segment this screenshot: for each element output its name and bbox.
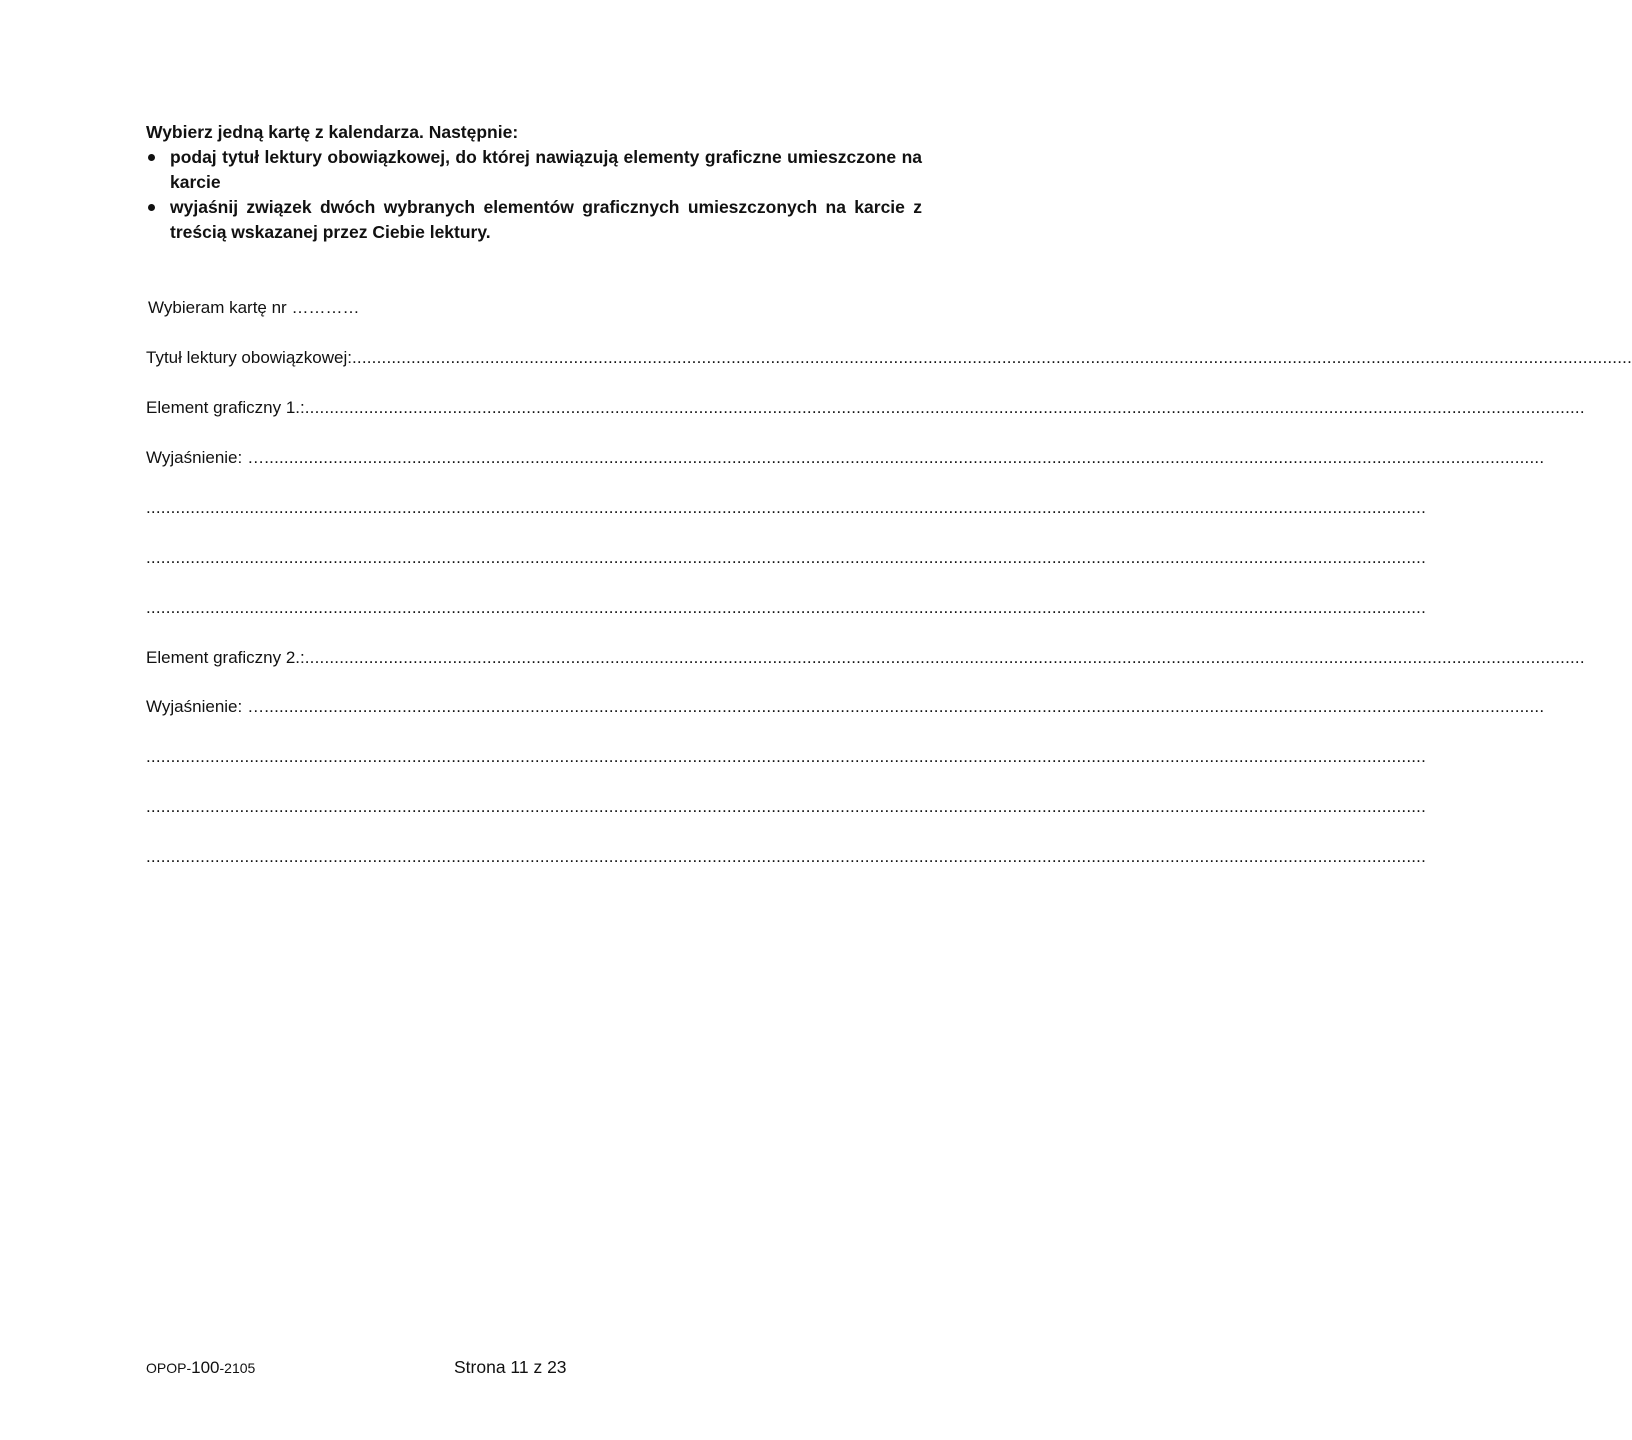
exam-code-prefix: OPOP-: [146, 1360, 192, 1376]
explanation2-answer-line[interactable]: [146, 695, 1545, 717]
page-number: Strona 11 z 23: [454, 1357, 567, 1377]
element2-label: Element graficzny 2.:: [146, 648, 305, 667]
title-label: Tytuł lektury obowiązkowej:: [146, 348, 352, 367]
exam-code-number: 100: [191, 1358, 220, 1377]
answer-dots: ....................................................................................................................................................................................................................................................................: [264, 697, 1545, 716]
instruction-bullet-text: wyjaśnij związek dwóch wybranych elementów graficznych umieszczonych na karcie z treścią wskazanej przez Ciebie lektury.: [170, 197, 922, 242]
element2-answer-line[interactable]: [146, 646, 1585, 668]
answer-dots: ....................................................................................................................................................................................................................................................................: [146, 797, 1427, 816]
card-choice-line[interactable]: [148, 298, 359, 318]
blank-answer-line[interactable]: [146, 546, 1427, 568]
exam-code-suffix: -2105: [219, 1360, 256, 1376]
answer-dots: ....................................................................................................................................................................................................................................................................: [304, 398, 1585, 417]
answer-dots: ....................................................................................................................................................................................................................................................................: [146, 847, 1427, 866]
exam-code: [146, 1358, 255, 1378]
card-choice-label: Wybieram kartę nr: [148, 298, 287, 317]
answer-dots: ....................................................................................................................................................................................................................................................................: [146, 747, 1427, 766]
bullet-dot-icon: [148, 204, 155, 211]
blank-answer-line[interactable]: [146, 745, 1427, 767]
bullet-dot-icon: [148, 154, 155, 161]
title-answer-line[interactable]: [146, 346, 1632, 368]
element1-answer-line[interactable]: [146, 396, 1585, 418]
answer-dots: ....................................................................................................................................................................................................................................................................: [264, 448, 1545, 467]
blank-answer-line[interactable]: [146, 845, 1427, 867]
card-choice-dots: …………: [291, 298, 360, 317]
explanation1-label: Wyjaśnienie:: [146, 448, 243, 467]
element1-label: Element graficzny 1.:: [146, 398, 305, 417]
answer-dots: ....................................................................................................................................................................................................................................................................: [146, 548, 1427, 567]
answer-dots: ....................................................................................................................................................................................................................................................................: [304, 648, 1585, 667]
task-instructions: [146, 120, 922, 245]
blank-answer-line[interactable]: [146, 596, 1427, 618]
answer-dots: ....................................................................................................................................................................................................................................................................: [146, 498, 1427, 517]
blank-answer-line[interactable]: [146, 795, 1427, 817]
explanation2-prefix: …: [247, 697, 265, 716]
instructions-heading: Wybierz jedną kartę z kalendarza. Następnie:: [146, 122, 519, 142]
instruction-bullet: [146, 195, 922, 245]
answer-dots: ....................................................................................................................................................................................................................................................................: [351, 348, 1632, 367]
explanation2-label: Wyjaśnienie:: [146, 697, 243, 716]
instruction-bullet-text: podaj tytuł lektury obowiązkowej, do której nawiązują elementy graficzne umieszczone na karcie: [170, 147, 922, 192]
answer-dots: ....................................................................................................................................................................................................................................................................: [146, 598, 1427, 617]
explanation1-answer-line[interactable]: [146, 446, 1545, 468]
explanation1-prefix: …: [247, 448, 265, 467]
instruction-bullet: [146, 145, 922, 195]
instructions-bullet-list: [146, 145, 922, 245]
blank-answer-line[interactable]: [146, 496, 1427, 518]
